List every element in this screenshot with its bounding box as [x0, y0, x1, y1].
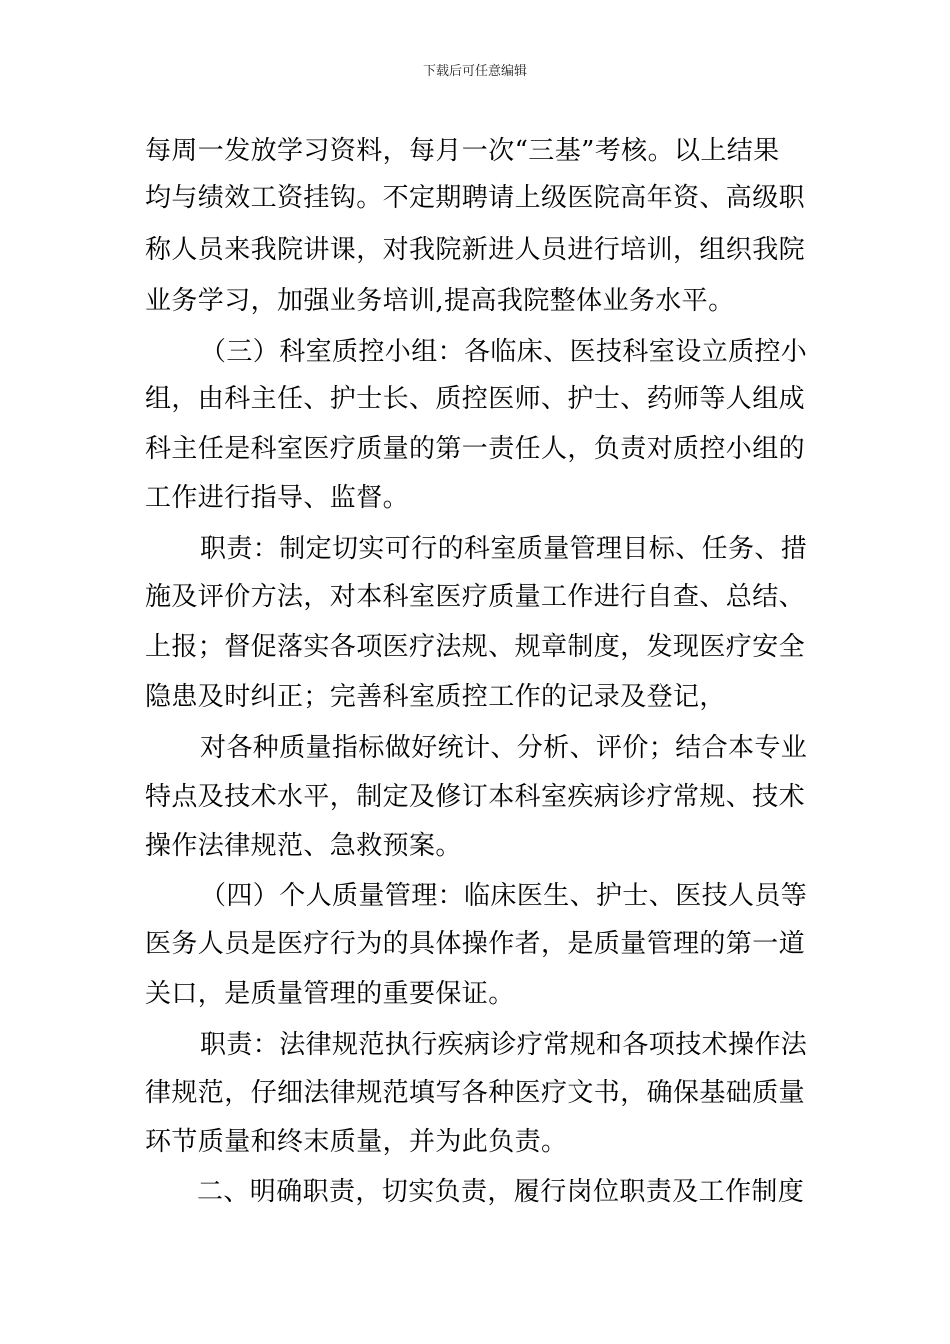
text-line: 施及评价方法，对本科室医疗质量工作进行自查、总结、 — [145, 582, 806, 612]
text-line: 组，由科主任、护士长、质控医师、护士、药师等人组成 — [145, 384, 806, 414]
section-heading: 二、明确职责，切实负责，履行岗位职责及工作制度 — [197, 1177, 805, 1207]
text-line: （三）科室质控小组：各临床、医技科室设立质控小 — [200, 337, 808, 367]
text-line: 律规范，仔细法律规范填写各种医疗文书，确保基础质量 — [145, 1078, 806, 1108]
text-line: （四）个人质量管理：临床医生、护士、医技人员等 — [200, 881, 808, 911]
text-line: 上报；督促落实各项医疗法规、规章制度，发现医疗安全 — [145, 632, 806, 662]
text-line: 业务学习，加强业务培训,提高我院整体业务水平。 — [145, 286, 735, 316]
text-line: 对各种质量指标做好统计、分析、评价；结合本专业 — [200, 733, 808, 763]
text-line: 隐患及时纠正；完善科室质控工作的记录及登记， — [145, 682, 726, 712]
text-line: 职责：制定切实可行的科室质量管理目标、任务、措 — [200, 534, 808, 564]
text-line: 操作法律规范、急救预案。 — [145, 831, 462, 861]
text-line: 环节质量和终末质量，并为此负责。 — [145, 1127, 568, 1157]
text-line: 工作进行指导、监督。 — [145, 483, 410, 513]
text-line: 医务人员是医疗行为的具体操作者，是质量管理的第一道 — [145, 929, 806, 959]
text-line: 科主任是科室医疗质量的第一责任人，负责对质控小组的 — [145, 434, 806, 464]
text-line: 职责：法律规范执行疾病诊疗常规和各项技术操作法 — [200, 1030, 808, 1060]
text-line: 称人员来我院讲课，对我院新进人员进行培训，组织我院 — [145, 235, 806, 265]
text-line: 每周一发放学习资料，每月一次“三基”考核。以上结果 — [145, 136, 780, 166]
text-line: 关口，是质量管理的重要保证。 — [145, 979, 515, 1009]
page-header-note: 下载后可任意编辑 — [422, 64, 527, 79]
text-line: 特点及技术水平，制定及修订本科室疾病诊疗常规、技术 — [145, 782, 806, 812]
text-line: 均与绩效工资挂钩。不定期聘请上级医院高年资、高级职 — [145, 183, 806, 213]
